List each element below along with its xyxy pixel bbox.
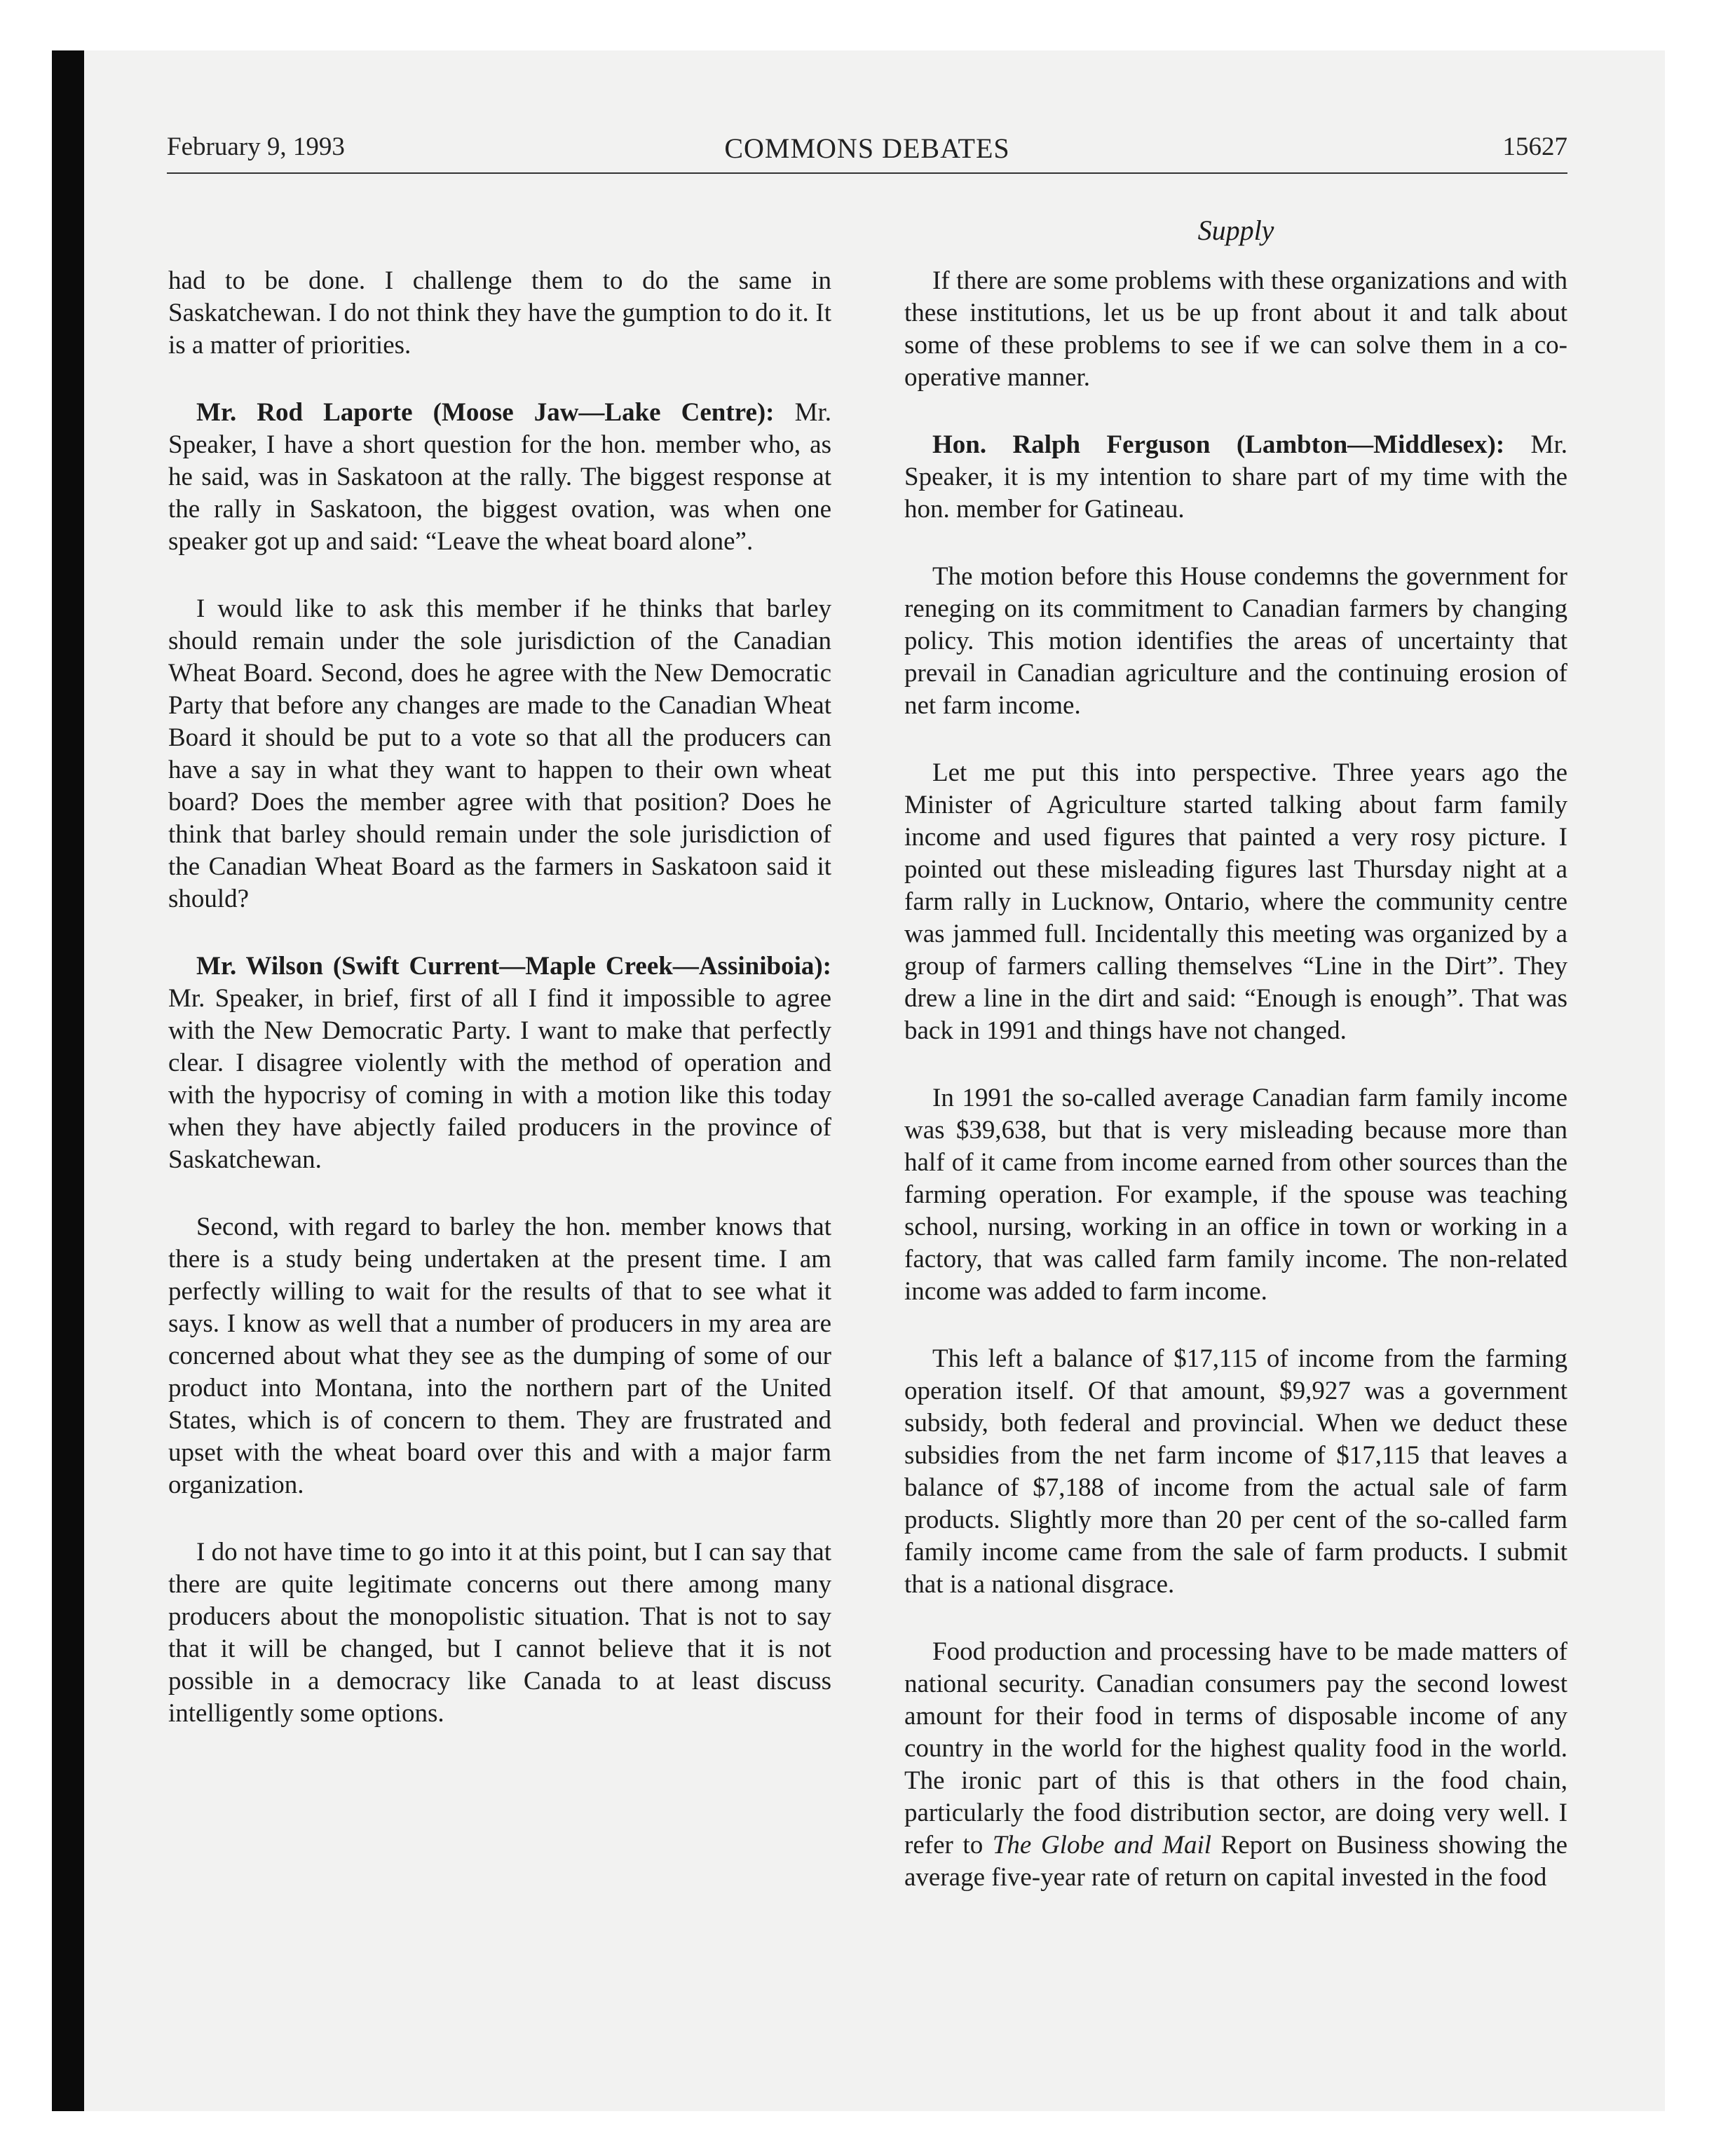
left-paragraph-6: I do not have time to go into it at this point, but I can say that there are quite legitimate concerns out there among many producers about the monopolistic situation. That is not to say that it will be changed, but I cannot believe that it is not possible in a democracy like Canada to at least discuss intelligently some options. (168, 1538, 831, 1728)
newspaper-title: The Globe and Mail (992, 1831, 1212, 1860)
right-paragraph-6: This left a balance of $17,115 of income from the farming operation itself. Of that amount, $9,927 was a government subsidy, both federal and provincial. When we deduct these subsidies from the net farm income of $17,115 that leaves a balance of $7,188 of income from the actual sale of farm products. Slightly more than 20 per cent of the so-called farm family income came from the sale of farm products. I submit that is a national disgrace. (904, 1344, 1567, 1599)
speaker-wilson: Mr. Wilson (Swift Current—Maple Creek—Assiniboia): (196, 952, 831, 981)
right-column (904, 265, 1567, 1929)
section-title: Supply (1197, 214, 1274, 246)
speaker-ferguson: Hon. Ralph Ferguson (Lambton—Middlesex): (932, 430, 1505, 459)
right-paragraph-7 (904, 1636, 1567, 1894)
header-date: February 9, 1993 (167, 132, 345, 161)
header-title: COMMONS DEBATES (724, 132, 1010, 164)
header-page-number: 15627 (1502, 132, 1567, 161)
header-rule (167, 172, 1567, 174)
right-paragraph-7-a: Food production and processing have to be made matters of national security. Canadian consumers pay the second lowest amount for their food in terms of disposable income of any country in the world for the highest quality food in the world. The ironic part of this is that others in the food chain, particularly the food distribution sector, are doing very well. I refer to (904, 1637, 1567, 1860)
page-header (167, 132, 1567, 177)
left-paragraph-5: Second, with regard to barley the hon. member knows that there is a study being undertaken at the present time. I am perfectly willing to wait for the results of that to see what it says. I know as well that a number of producers in my area are concerned about what they see as the dumping of some of our product into Montana, into the northern part of the United States, which is of concern to them. They are frustrated and upset with the wheat board over this and with a major farm organization. (168, 1213, 831, 1499)
left-paragraph-2 (168, 397, 831, 558)
scan-edge (52, 50, 84, 2111)
right-paragraph-4: Let me put this into perspective. Three years ago the Minister of Agriculture started talking about farm family income and used figures that painted a very rosy picture. I pointed out these misleading figures last Thursday night at a farm rally in Lucknow, Ontario, where the community centre was jammed full. Incidentally this meeting was organized by a group of farmers calling themselves “Line in the Dirt”. They drew a line in the dirt and said: “Enough is enough”. That was back in 1991 and things have not changed. (904, 758, 1567, 1045)
right-paragraph-2-text: Mr. Speaker, it is my intention to share part of my time with the hon. member for Gatineau. (904, 430, 1567, 524)
right-paragraph-2 (904, 429, 1567, 526)
left-paragraph-3: I would like to ask this member if he thinks that barley should remain under the sole jurisdiction of the Canadian Wheat Board. Second, does he agree with the New Democratic Party that before any changes are made to the Canadian Wheat Board it should be put to a vote so that all the producers can have a say in what they want to happen to their own wheat board? Does the member agree with that position? Does he think that barley should remain under the sole jurisdiction of the Canadian Wheat Board as the farmers in Saskatoon said it should? (168, 594, 831, 913)
left-column (168, 265, 831, 1765)
right-paragraph-3: The motion before this House condemns the government for reneging on its commitment to Canadian farmers by changing policy. This motion identifies the areas of uncertainty that prevail in Canadian agriculture and the continuing erosion of net farm income. (904, 562, 1567, 720)
left-paragraph-4 (168, 950, 831, 1176)
left-paragraph-1: had to be done. I challenge them to do the same in Saskatchewan. I do not think they have the gumption to do it. It is a matter of priorities. (168, 266, 831, 360)
right-paragraph-1: If there are some problems with these organizations and with these institutions, let us be up front about it and talk about some of these problems to see if we can solve them in a co-operative manner. (904, 266, 1567, 392)
speaker-laporte: Mr. Rod Laporte (Moose Jaw—Lake Centre): (196, 398, 775, 427)
right-paragraph-5: In 1991 the so-called average Canadian farm family income was $39,638, but that is very misleading because more than half of it came from income earned from other sources than the farming operation. For example, if the spouse was teaching school, nursing, working in an office in town or working in a factory, that was called farm family income. The non-related income was added to farm income. (904, 1084, 1567, 1306)
left-paragraph-2-text: Mr. Speaker, I have a short question for the hon. member who, as he said, was in Saskatoon at the rally. The biggest response at the rally in Saskatoon, the biggest ovation, was when one speaker got up and said: “Leave the wheat board alone”. (168, 398, 831, 556)
right-paragraph-7-b: Report on Business showing the average five-year rate of return on capital invested in the food (904, 1831, 1567, 1892)
left-paragraph-4-text: Mr. Speaker, in brief, first of all I find it impossible to agree with the New Democratic Party. I want to make that perfectly clear. I disagree violently with the method of operation and with the hypocrisy of coming in with a motion like this today when they have abjectly failed producers in the province of Saskatchewan. (168, 984, 831, 1174)
